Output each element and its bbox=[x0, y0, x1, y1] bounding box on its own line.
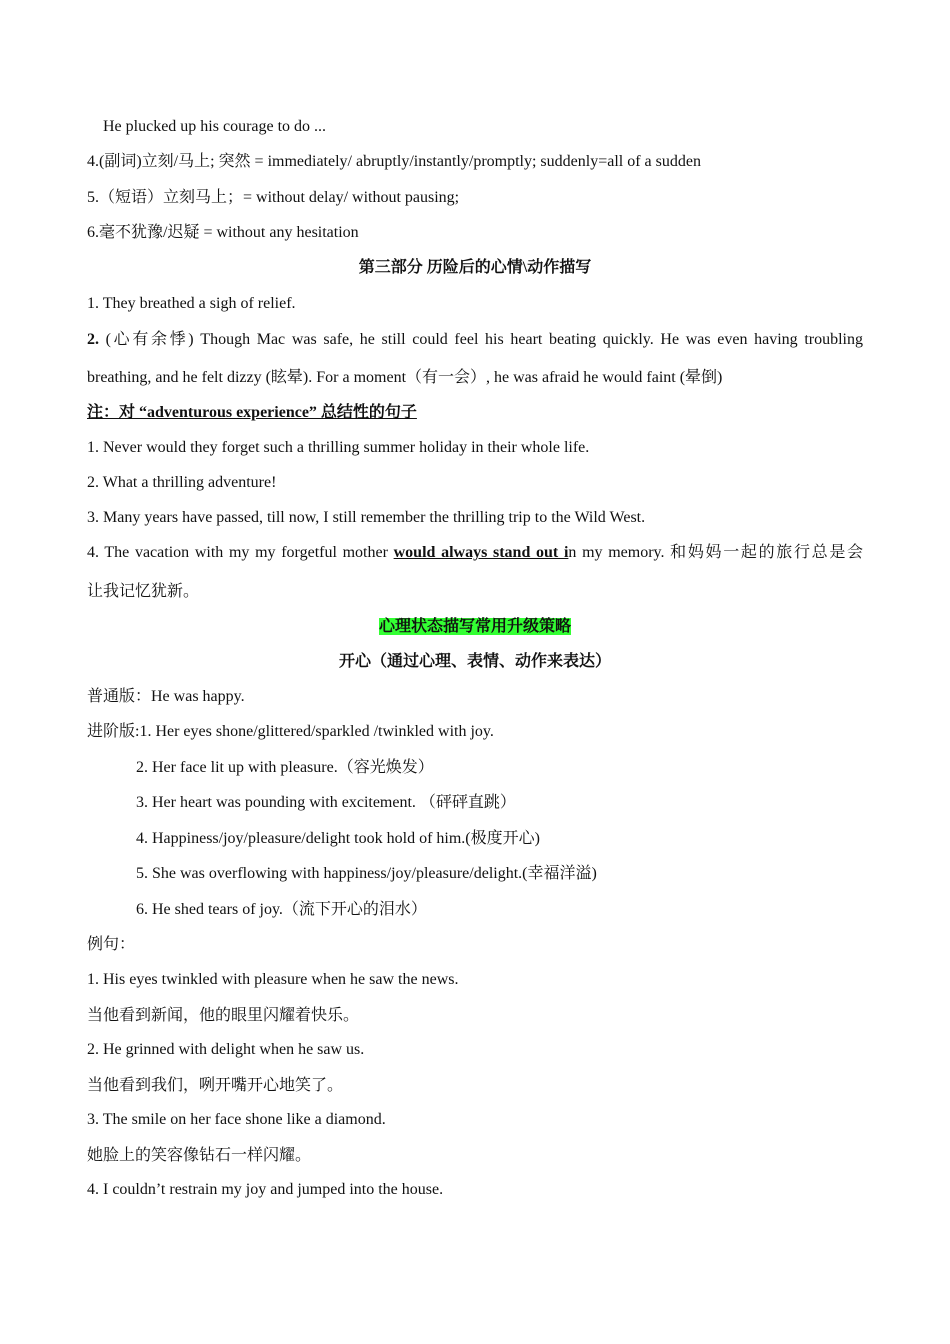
strategy-subtitle: 开心（通过心理、表情、动作来表达） bbox=[338, 653, 611, 670]
example-1-chinese: 当他看到新闻，他的眼里闪耀着快乐。 bbox=[87, 1007, 360, 1024]
part3-item-2-text: (心有余悸) Though Mac was safe, he still could feel his heart beating quickly. He was even having troubling bbox=[105, 331, 863, 348]
part3-item-2-line2: breathing, and he felt dizzy (眩晕). For a moment（有一会）, he was afraid he would faint (晕倒) bbox=[87, 369, 723, 386]
note-heading: 注：对 “adventurous experience” 总结性的句子 bbox=[87, 404, 417, 421]
advanced-version-5: 5. She was overflowing with happiness/joy/pleasure/delight.(幸福洋溢) bbox=[136, 865, 597, 882]
summary-sentence-4 bbox=[87, 543, 863, 563]
example-2-chinese: 当他看到我们，咧开嘴开心地笑了。 bbox=[87, 1077, 344, 1094]
part3-item-1: 1. They breathed a sigh of relief. bbox=[87, 295, 296, 312]
phrase-item-6: 6.毫不犹豫/迟疑 = without any hesitation bbox=[87, 224, 359, 241]
phrase-item-4: 4.(副词)立刻/马上; 突然 = immediately/ abruptly/instantly/promptly; suddenly=all of a sudden bbox=[87, 153, 701, 170]
strategy-title-row bbox=[87, 617, 863, 637]
example-1-english: 1. His eyes twinkled with pleasure when he saw the news. bbox=[87, 971, 459, 988]
example-3-chinese: 她脸上的笑容像钻石一样闪耀。 bbox=[87, 1147, 312, 1164]
summary-sentence-4-emphasis: would always stand out i bbox=[393, 544, 569, 561]
summary-sentence-2: 2. What a thrilling adventure! bbox=[87, 474, 277, 491]
part3-item-2-number: 2. bbox=[87, 331, 99, 348]
summary-sentence-4-post: n my memory. 和妈妈一起的旅行总是会 bbox=[568, 544, 864, 561]
example-4-english: 4. I couldn’t restrain my joy and jumped into the house. bbox=[87, 1181, 444, 1198]
advanced-version-4: 4. Happiness/joy/pleasure/delight took hold of him.(极度开心) bbox=[136, 830, 540, 847]
advanced-version-2: 2. Her face lit up with pleasure.（容光焕发） bbox=[136, 759, 434, 776]
advanced-version-6: 6. He shed tears of joy.（流下开心的泪水） bbox=[136, 901, 427, 918]
example-3-english: 3. The smile on her face shone like a diamond. bbox=[87, 1111, 386, 1128]
courage-line: He plucked up his courage to do ... bbox=[103, 118, 327, 135]
summary-sentence-4-pre: 4. The vacation with my my forgetful mother bbox=[87, 544, 394, 561]
summary-sentence-3: 3. Many years have passed, till now, I still remember the thrilling trip to the Wild West. bbox=[87, 509, 646, 526]
strategy-title: 心理状态描写常用升级策略 bbox=[378, 618, 571, 635]
phrase-item-5: 5.（短语）立刻马上；= without delay/ without pausing; bbox=[87, 189, 460, 206]
advanced-version-1: 进阶版:1. Her eyes shone/glittered/sparkled /twinkled with joy. bbox=[87, 723, 494, 740]
examples-label: 例句： bbox=[87, 936, 136, 953]
basic-version: 普通版：He was happy. bbox=[87, 688, 245, 705]
summary-sentence-1: 1. Never would they forget such a thrilling summer holiday in their whole life. bbox=[87, 439, 590, 456]
example-2-english: 2. He grinned with delight when he saw us. bbox=[87, 1041, 365, 1058]
summary-sentence-4-line2: 让我记忆犹新。 bbox=[87, 583, 200, 600]
advanced-version-3: 3. Her heart was pounding with excitement. （砰砰直跳） bbox=[136, 794, 516, 811]
part3-heading: 第三部分 历险后的心情\动作描写 bbox=[358, 259, 592, 276]
part3-item-2-line1 bbox=[87, 330, 863, 350]
